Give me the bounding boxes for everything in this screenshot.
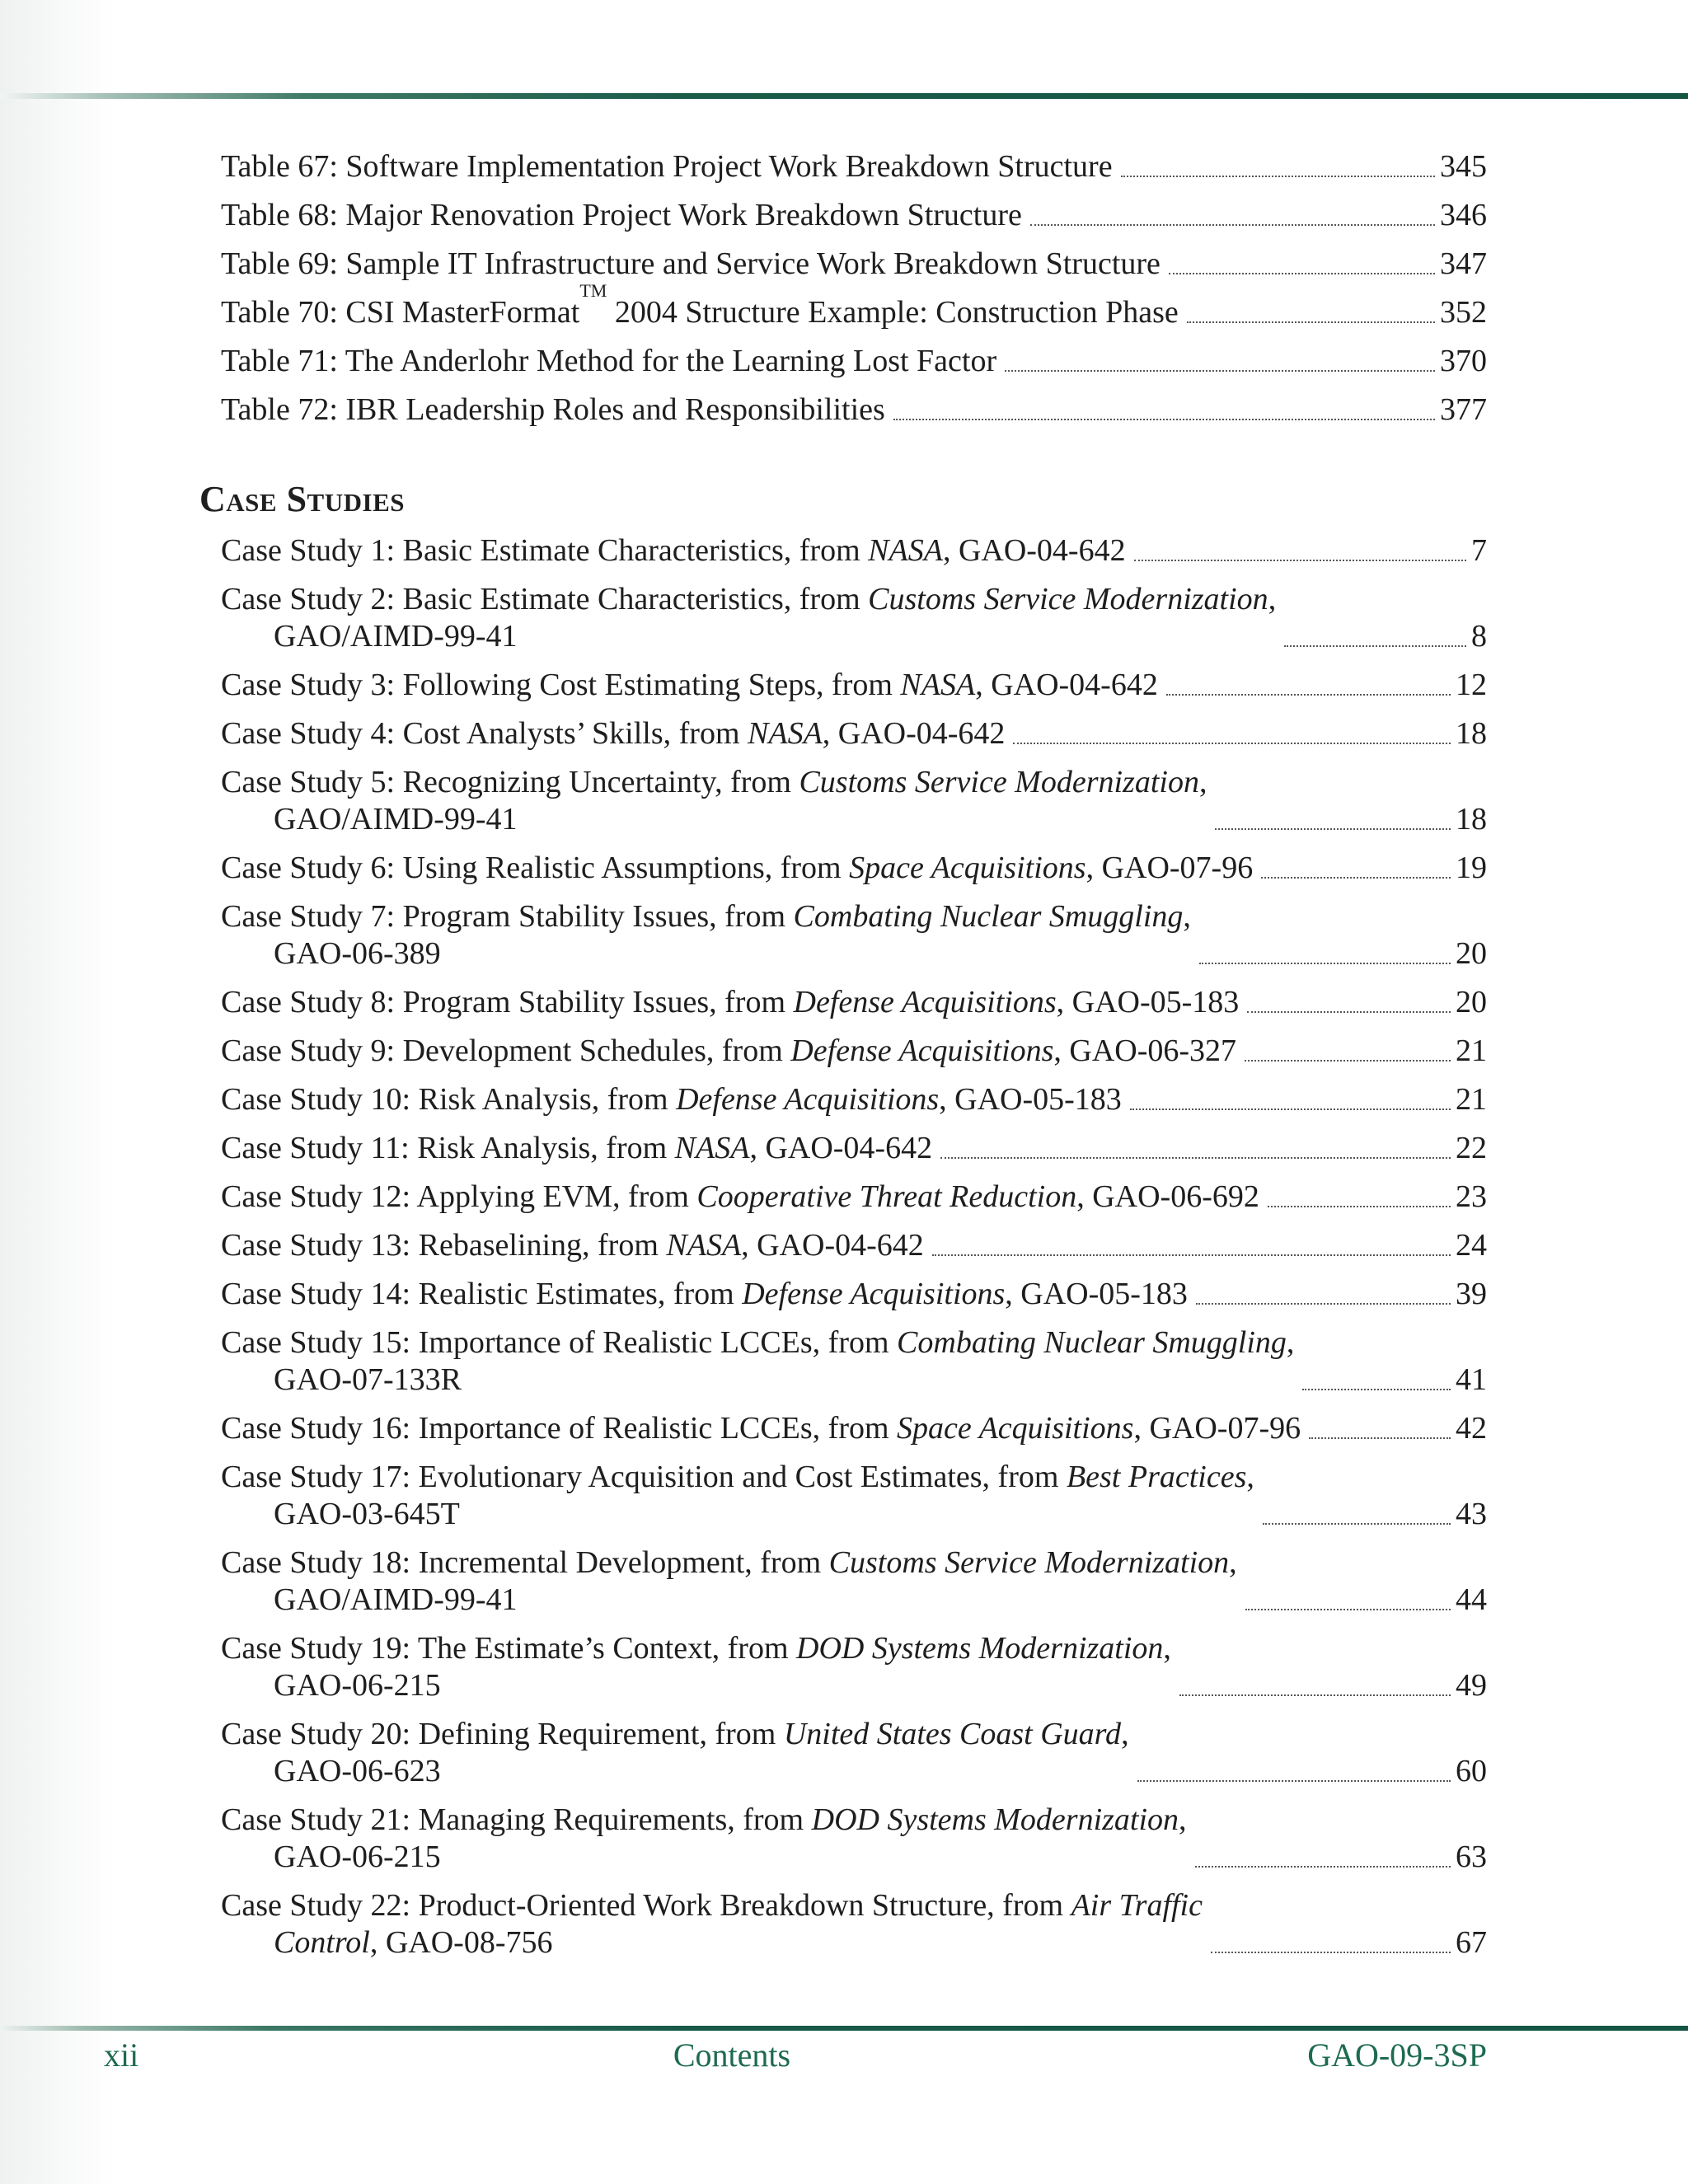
footer-page-number: xii bbox=[104, 2036, 139, 2074]
page-number: 42 bbox=[1456, 1411, 1487, 1446]
toc-entry-case-study-5[interactable] bbox=[221, 764, 1487, 838]
dot-leader bbox=[1179, 1694, 1451, 1696]
entry-title: Case Study 22: Product-Oriented Work Breakdown Structure, from Air Traffic Control, GAO-08-756 bbox=[221, 1888, 1203, 1960]
entry-title: Case Study 4: Cost Analysts’ Skills, from NASA, GAO-04-642 bbox=[221, 716, 1006, 751]
toc-entry-case-study-2[interactable] bbox=[221, 581, 1487, 655]
page-number: 23 bbox=[1456, 1179, 1487, 1214]
dot-leader bbox=[1166, 693, 1451, 696]
dot-leader bbox=[1309, 1436, 1451, 1439]
report-title: Defense Acquisitions bbox=[676, 1082, 940, 1117]
footer-report-id: GAO-09-3SP bbox=[1307, 2036, 1487, 2074]
dot-leader bbox=[1030, 223, 1435, 226]
dot-leader bbox=[1263, 1522, 1451, 1525]
toc-entry-case-study-3[interactable] bbox=[221, 667, 1487, 704]
toc-entry-case-study-6[interactable] bbox=[221, 850, 1487, 887]
dot-leader bbox=[1005, 369, 1435, 372]
toc-entry-case-study-12[interactable] bbox=[221, 1179, 1487, 1216]
dot-leader bbox=[1284, 644, 1466, 647]
dot-leader bbox=[1245, 1608, 1451, 1610]
report-title: NASA bbox=[666, 1228, 742, 1263]
entry-title: Table 69: Sample IT Infrastructure and Service Work Breakdown Structure bbox=[221, 246, 1160, 281]
report-title: United States Coast Guard bbox=[783, 1717, 1122, 1751]
entry-title: Case Study 11: Risk Analysis, from NASA, GAO-04-642 bbox=[221, 1131, 933, 1165]
page-number: 49 bbox=[1456, 1668, 1487, 1703]
report-title: Best Practices bbox=[1066, 1460, 1247, 1494]
entry-title: Case Study 15: Importance of Realistic LCCEs, from Combating Nuclear Smuggling, GAO-07-133R bbox=[221, 1325, 1295, 1397]
page-number: 352 bbox=[1440, 295, 1487, 330]
dot-leader bbox=[1247, 1010, 1451, 1013]
entry-title: Case Study 9: Development Schedules, from Defense Acquisitions, GAO-06-327 bbox=[221, 1033, 1237, 1068]
toc-entry-case-study-16[interactable] bbox=[221, 1410, 1487, 1447]
page-number: 21 bbox=[1456, 1082, 1487, 1117]
toc-entry-case-study-21[interactable] bbox=[221, 1802, 1487, 1876]
dot-leader bbox=[1245, 1059, 1451, 1062]
page-number: 370 bbox=[1440, 344, 1487, 378]
bottom-rule bbox=[0, 2026, 1688, 2031]
report-title: NASA bbox=[868, 533, 943, 568]
entry-title: Case Study 12: Applying EVM, from Cooperative Threat Reduction, GAO-06-692 bbox=[221, 1179, 1259, 1214]
entry-title: Case Study 21: Managing Requirements, from DOD Systems Modernization, GAO-06-215 bbox=[221, 1802, 1187, 1874]
entry-title: Case Study 20: Defining Requirement, from United States Coast Guard, GAO-06-623 bbox=[221, 1717, 1129, 1788]
case-study-list bbox=[221, 532, 1487, 1973]
dot-leader bbox=[1187, 321, 1435, 323]
page-number: 67 bbox=[1456, 1925, 1487, 1960]
toc-entry-case-study-7[interactable] bbox=[221, 898, 1487, 972]
entry-title: Case Study 2: Basic Estimate Characteristics, from Customs Service Modernization, GAO/AIMD-99-41 bbox=[221, 582, 1277, 654]
toc-entry-case-study-10[interactable] bbox=[221, 1081, 1487, 1118]
dot-leader bbox=[1215, 827, 1451, 830]
entry-title: Case Study 5: Recognizing Uncertainty, from Customs Service Modernization, GAO/AIMD-99-41 bbox=[221, 765, 1207, 837]
report-title: Combating Nuclear Smuggling bbox=[793, 899, 1184, 934]
toc-entry-table-68[interactable] bbox=[221, 197, 1487, 234]
top-rule bbox=[0, 93, 1688, 99]
dot-leader bbox=[1211, 1951, 1451, 1953]
page-number: 39 bbox=[1456, 1277, 1487, 1311]
report-title: Customs Service Modernization bbox=[828, 1545, 1230, 1580]
page-number: 18 bbox=[1456, 802, 1487, 837]
entry-title: Case Study 14: Realistic Estimates, from Defense Acquisitions, GAO-05-183 bbox=[221, 1277, 1188, 1311]
trademark-superscript: TM bbox=[579, 280, 607, 301]
report-title: NASA bbox=[748, 716, 823, 751]
page-number: 24 bbox=[1456, 1228, 1487, 1263]
entry-title: Table 68: Major Renovation Project Work Breakdown Structure bbox=[221, 198, 1022, 232]
report-title: Customs Service Modernization bbox=[799, 765, 1199, 799]
page-number: 345 bbox=[1440, 149, 1487, 184]
toc-entry-case-study-22[interactable] bbox=[221, 1887, 1487, 1961]
report-title: Cooperative Threat Reduction bbox=[696, 1179, 1077, 1214]
dot-leader bbox=[1196, 1302, 1451, 1305]
dot-leader bbox=[1013, 742, 1451, 744]
entry-title: Case Study 17: Evolutionary Acquisition and Cost Estimates, from Best Practices, GAO-03-645T bbox=[221, 1460, 1254, 1531]
page-number: 20 bbox=[1456, 985, 1487, 1019]
report-title: Space Acquisitions bbox=[897, 1411, 1134, 1446]
report-title: Combating Nuclear Smuggling bbox=[897, 1325, 1287, 1360]
dot-leader bbox=[1169, 272, 1435, 274]
toc-entry-case-study-19[interactable] bbox=[221, 1630, 1487, 1704]
toc-entry-case-study-4[interactable] bbox=[221, 715, 1487, 752]
page-number: 63 bbox=[1456, 1840, 1487, 1874]
entry-title: Case Study 19: The Estimate’s Context, from DOD Systems Modernization, GAO-06-215 bbox=[221, 1631, 1171, 1703]
dot-leader bbox=[893, 418, 1435, 420]
entry-title: Table 71: The Anderlohr Method for the Learning Lost Factor bbox=[221, 344, 997, 378]
toc-entry-case-study-11[interactable] bbox=[221, 1130, 1487, 1167]
dot-leader bbox=[1268, 1205, 1451, 1207]
page-number: 377 bbox=[1440, 392, 1487, 427]
entry-title: Case Study 10: Risk Analysis, from Defense Acquisitions, GAO-05-183 bbox=[221, 1082, 1122, 1117]
report-title: Defense Acquisitions bbox=[790, 1033, 1054, 1068]
toc-entry-table-71[interactable] bbox=[221, 343, 1487, 380]
page-number: 44 bbox=[1456, 1582, 1487, 1617]
dot-leader bbox=[1199, 962, 1451, 964]
toc-entry-case-study-17[interactable] bbox=[221, 1459, 1487, 1533]
entry-title: Case Study 16: Importance of Realistic LCCEs, from Space Acquisitions, GAO-07-96 bbox=[221, 1411, 1301, 1446]
page-number: 19 bbox=[1456, 851, 1487, 885]
dot-leader bbox=[1195, 1865, 1451, 1868]
entry-title: Case Study 7: Program Stability Issues, from Combating Nuclear Smuggling, GAO-06-389 bbox=[221, 899, 1191, 971]
dot-leader bbox=[1302, 1388, 1451, 1390]
toc-entry-table-72[interactable] bbox=[221, 391, 1487, 429]
entry-title: Case Study 6: Using Realistic Assumptions, from Space Acquisitions, GAO-07-96 bbox=[221, 851, 1254, 885]
dot-leader bbox=[1130, 1108, 1451, 1110]
dot-leader bbox=[1137, 1779, 1451, 1782]
page-number: 43 bbox=[1456, 1497, 1487, 1531]
page-number: 346 bbox=[1440, 198, 1487, 232]
entry-title: Case Study 8: Program Stability Issues, from Defense Acquisitions, GAO-05-183 bbox=[221, 985, 1240, 1019]
toc-entry-case-study-18[interactable] bbox=[221, 1544, 1487, 1619]
toc-entry-case-study-8[interactable] bbox=[221, 984, 1487, 1021]
entry-title: Case Study 18: Incremental Development, from Customs Service Modernization, GAO/AIMD-99-41 bbox=[221, 1545, 1237, 1617]
page-number: 41 bbox=[1456, 1362, 1487, 1397]
entry-title: Table 67: Software Implementation Project Work Breakdown Structure bbox=[221, 149, 1113, 184]
page-number: 347 bbox=[1440, 246, 1487, 281]
toc-entry-case-study-20[interactable] bbox=[221, 1716, 1487, 1790]
dot-leader bbox=[1261, 876, 1451, 879]
dot-leader bbox=[940, 1156, 1451, 1159]
report-title: Defense Acquisitions bbox=[742, 1277, 1006, 1311]
entry-title: Case Study 3: Following Cost Estimating Steps, from NASA, GAO-04-642 bbox=[221, 668, 1158, 702]
table-list bbox=[221, 148, 1487, 440]
report-title: Customs Service Modernization bbox=[868, 582, 1268, 616]
report-title: DOD Systems Modernization bbox=[796, 1631, 1164, 1666]
footer-section-title: Contents bbox=[673, 2036, 791, 2074]
toc-entry-table-70[interactable] bbox=[221, 280, 1487, 331]
toc-entry-case-study-14[interactable] bbox=[221, 1276, 1487, 1313]
entry-title: Case Study 13: Rebaselining, from NASA, GAO-04-642 bbox=[221, 1228, 924, 1263]
section-heading-case-studies: Case Studies bbox=[199, 479, 405, 519]
report-title: DOD Systems Modernization bbox=[811, 1802, 1179, 1837]
toc-entry-case-study-15[interactable] bbox=[221, 1324, 1487, 1399]
toc-entry-table-67[interactable] bbox=[221, 148, 1487, 185]
page-number: 7 bbox=[1471, 533, 1487, 568]
page-number: 12 bbox=[1456, 668, 1487, 702]
toc-entry-case-study-9[interactable] bbox=[221, 1033, 1487, 1070]
report-title: NASA bbox=[900, 668, 976, 702]
toc-entry-table-69[interactable] bbox=[221, 246, 1487, 283]
page-number: 21 bbox=[1456, 1033, 1487, 1068]
toc-entry-case-study-13[interactable] bbox=[221, 1227, 1487, 1264]
page-number: 60 bbox=[1456, 1754, 1487, 1788]
dot-leader bbox=[932, 1254, 1451, 1256]
entry-title: Table 70: CSI MasterFormat™ 2004 Structure Example: Construction Phase bbox=[221, 280, 1179, 330]
report-title: Defense Acquisitions bbox=[793, 985, 1057, 1019]
page-number: 22 bbox=[1456, 1131, 1487, 1165]
dot-leader bbox=[1121, 175, 1435, 177]
page-number: 8 bbox=[1471, 619, 1487, 654]
page-number: 18 bbox=[1456, 716, 1487, 751]
report-title: Air Traffic bbox=[1071, 1888, 1203, 1923]
report-title: Space Acquisitions bbox=[849, 851, 1086, 885]
toc-entry-case-study-1[interactable] bbox=[221, 532, 1487, 569]
entry-title: Table 72: IBR Leadership Roles and Responsibilities bbox=[221, 392, 885, 427]
report-title: NASA bbox=[674, 1131, 750, 1165]
entry-title: Case Study 1: Basic Estimate Characteristics, from NASA, GAO-04-642 bbox=[221, 533, 1126, 568]
page-number: 20 bbox=[1456, 936, 1487, 971]
dot-leader bbox=[1134, 559, 1466, 561]
